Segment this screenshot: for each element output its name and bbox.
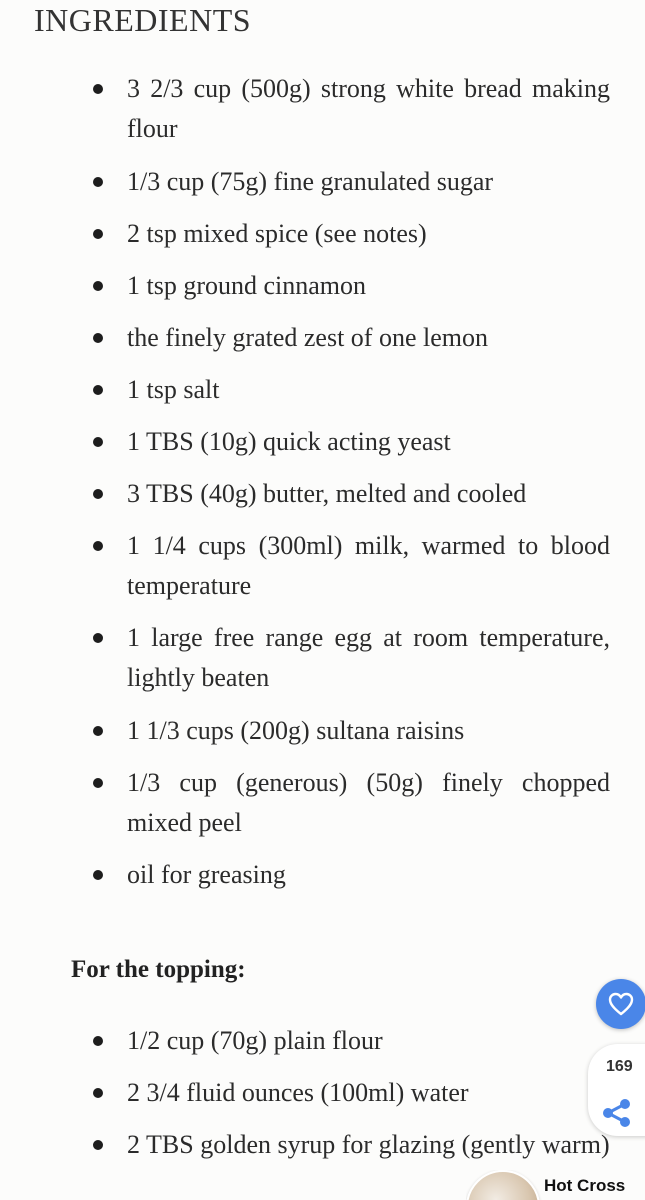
bullet-icon bbox=[93, 177, 103, 187]
bullet-icon bbox=[93, 541, 103, 551]
ingredient-text: 1 1/3 cups (200g) sultana raisins bbox=[127, 716, 465, 745]
bullet-icon bbox=[93, 333, 103, 343]
ingredients-heading: INGREDIENTS bbox=[34, 2, 252, 38]
related-post-thumbnail bbox=[466, 1170, 540, 1200]
ingredient-text: 1 TBS (10g) quick acting yeast bbox=[127, 427, 451, 456]
topping-text: 1/2 cup (70g) plain flour bbox=[127, 1026, 383, 1055]
bullet-icon bbox=[93, 437, 103, 447]
bullet-icon bbox=[93, 489, 103, 499]
topping-heading: For the topping: bbox=[71, 956, 246, 983]
ingredient-text: 1 tsp salt bbox=[127, 375, 220, 404]
related-post-card[interactable] bbox=[466, 1170, 645, 1200]
bullet-icon bbox=[93, 1036, 103, 1046]
bullet-icon bbox=[93, 778, 103, 788]
bullet-icon bbox=[93, 870, 103, 880]
ingredient-text: 1 large free range egg at room temperature, lightly beaten bbox=[127, 623, 610, 692]
ingredient-text: 3 TBS (40g) butter, melted and cooled bbox=[127, 479, 527, 508]
ingredient-text: the finely grated zest of one lemon bbox=[127, 323, 488, 352]
ingredient-text: 1/3 cup (75g) fine granulated sugar bbox=[127, 167, 494, 196]
ingredient-text: 1 1/4 cups (300ml) milk, warmed to blood temperature bbox=[127, 531, 610, 600]
bullet-icon bbox=[93, 1140, 103, 1150]
bullet-icon bbox=[93, 726, 103, 736]
ingredient-text: oil for greasing bbox=[127, 860, 286, 889]
share-count: 169 bbox=[606, 1058, 633, 1075]
ingredient-text: 1 tsp ground cinnamon bbox=[127, 271, 367, 300]
favorite-button[interactable] bbox=[596, 979, 645, 1029]
bullet-icon bbox=[93, 84, 103, 94]
bullet-icon bbox=[93, 229, 103, 239]
related-post-title: Hot Cross bbox=[544, 1176, 626, 1195]
bullet-icon bbox=[93, 281, 103, 291]
heart-icon bbox=[608, 992, 634, 1016]
share-icon[interactable] bbox=[600, 1096, 634, 1130]
topping-text: 2 TBS golden syrup for glazing (gently warm) bbox=[127, 1130, 610, 1159]
bullet-icon bbox=[93, 633, 103, 643]
topping-text: 2 3/4 fluid ounces (100ml) water bbox=[127, 1078, 469, 1107]
ingredient-text: 2 tsp mixed spice (see notes) bbox=[127, 219, 427, 248]
ingredient-text: 1/3 cup (generous) (50g) finely chopped mixed peel bbox=[127, 768, 610, 837]
share-widget[interactable] bbox=[588, 1044, 645, 1136]
bullet-icon bbox=[93, 385, 103, 395]
ingredient-text: 3 2/3 cup (500g) strong white bread making flour bbox=[127, 74, 610, 143]
bullet-icon bbox=[93, 1088, 103, 1098]
